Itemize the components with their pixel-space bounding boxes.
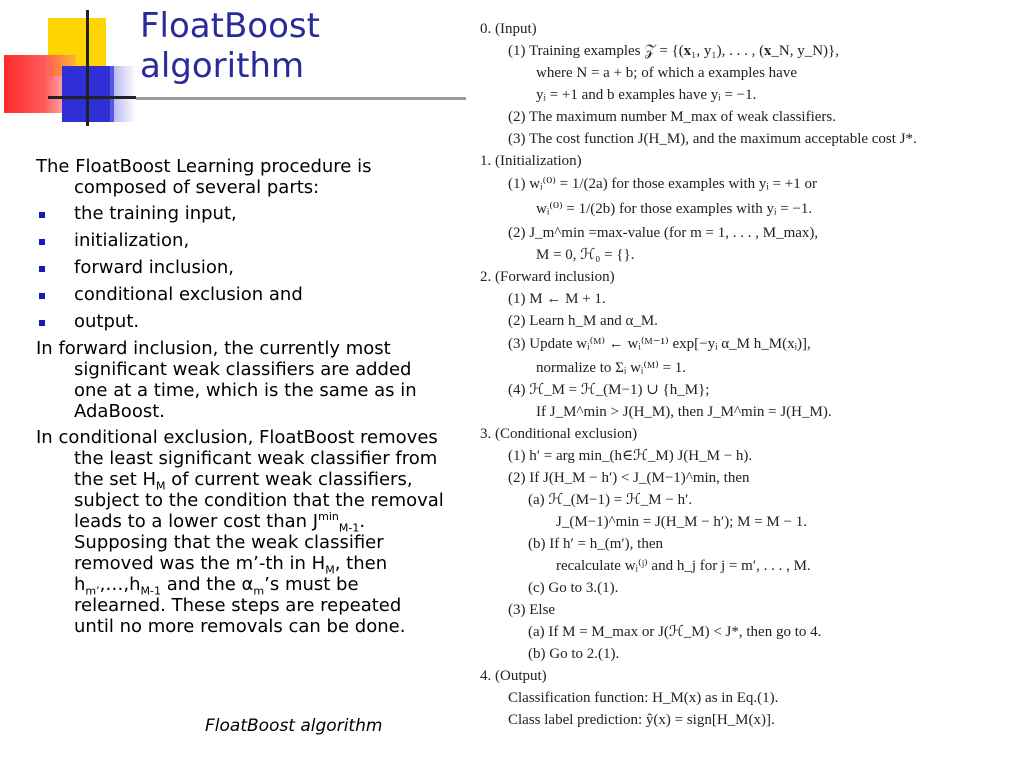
algorithm-line: (2) If J(H_M − h′) < J_(M−1)^min, then <box>508 470 750 486</box>
slide-body <box>36 156 446 642</box>
algorithm-line: (2) Learn h_M and α_M. <box>508 313 658 329</box>
algorithm-line: (a) If M = M_max or J(ℋ_M) < J*, then go to 4. <box>528 624 822 640</box>
slide-title <box>140 6 320 86</box>
slide-title-line1: FloatBoost <box>140 6 320 46</box>
algorithm-line: (a) ℋ_(M−1) = ℋ_M − h′. <box>528 492 693 508</box>
cond-sub-2: M-1 <box>338 521 360 535</box>
slide-title-line2: algorithm <box>140 46 305 86</box>
parts-list <box>36 203 446 332</box>
cond-sub-3: M <box>325 563 335 577</box>
algorithm-line: (1) Training examples 𝒵 = {(𝐱₁, y₁), . . . , (𝐱_N, y_N)}, <box>508 43 839 59</box>
list-item <box>36 311 446 332</box>
list-item-text: output. <box>74 311 140 332</box>
cond-sub-5: M-1 <box>140 584 161 598</box>
algorithm-line: Class label prediction: ŷ(x) = sign[H_M(x)]. <box>508 712 775 728</box>
algorithm-line: (c) Go to 3.(1). <box>528 580 619 596</box>
algorithm-step-heading: 2. (Forward inclusion) <box>480 269 615 285</box>
algorithm-line: (b) Go to 2.(1). <box>528 646 620 662</box>
bullet-icon <box>39 293 45 299</box>
bullet-icon <box>39 212 45 218</box>
figure-caption: FloatBoost algorithm <box>205 716 383 736</box>
algorithm-line: (3) The cost function J(H_M), and the maximum acceptable cost J*. <box>508 131 917 147</box>
forward-inclusion-paragraph: In forward inclusion, the currently most significant weak classifiers are added one at a time, which is the same as in AdaBoost. <box>36 338 417 422</box>
intro-paragraph: The FloatBoost Learning procedure is composed of several parts: <box>36 156 372 198</box>
logo-blue-fade <box>110 66 136 122</box>
list-item-text: forward inclusion, <box>74 257 234 278</box>
algorithm-step-heading: 0. (Input) <box>480 21 537 37</box>
list-item-text: conditional exclusion and <box>74 284 303 305</box>
algorithm-line: (1) wᵢ⁽⁰⁾ = 1/(2a) for those examples with yᵢ = +1 or <box>508 176 818 192</box>
title-rule <box>136 97 466 100</box>
algorithm-step-heading: 1. (Initialization) <box>480 153 582 169</box>
cond-text-6: and the α <box>160 574 254 595</box>
cond-text-7: ’s must be relearned. These steps are repeated until no more removals can be done. <box>74 574 406 637</box>
algorithm-line: (1) h′ = arg min_(h∈ℋ_M) J(H_M − h). <box>508 448 753 464</box>
algorithm-line: (4) ℋ_M = ℋ_(M−1) ∪ {h_M}; <box>508 382 710 398</box>
algorithm-line: (2) J_m^min =max-value (for m = 1, . . . , M_max), <box>508 225 819 241</box>
cond-text-4: , then h <box>74 553 388 595</box>
algorithm-line: yᵢ = +1 and b examples have yᵢ = −1. <box>536 87 757 103</box>
algorithm-line: M = 0, ℋ₀ = {}. <box>536 247 635 263</box>
cond-sub-1: M <box>156 479 166 493</box>
cond-sup-2: min <box>318 510 339 523</box>
algorithm-line: (b) If h′ = h_(m′), then <box>528 536 663 552</box>
list-item <box>36 257 446 278</box>
algorithm-listing <box>476 18 1016 731</box>
cond-text-1: In conditional exclusion, FloatBoost removes the least significant weak classifier from the set H <box>36 427 438 490</box>
list-item-text: initialization, <box>74 230 190 251</box>
algorithm-line: (2) The maximum number M_max of weak classifiers. <box>508 109 836 125</box>
conditional-exclusion-paragraph <box>36 427 446 637</box>
algorithm-line: (3) Else <box>508 602 556 618</box>
list-item <box>36 284 446 305</box>
cond-sub-4: m’ <box>85 584 100 598</box>
algorithm-line: If J_M^min > J(H_M), then J_M^min = J(H_M). <box>536 404 832 420</box>
cond-text-2: of current weak classifiers, subject to the condition that the removal leads to a lower cost than J <box>74 469 444 532</box>
bullet-icon <box>39 320 45 326</box>
cond-text-5: ,…,h <box>99 574 141 595</box>
cond-text-3: . Supposing that the weak classifier removed was the m’-th in H <box>74 511 384 574</box>
bullet-icon <box>39 239 45 245</box>
algorithm-line: Classification function: H_M(x) as in Eq.(1). <box>508 690 779 706</box>
algorithm-line: wᵢ⁽⁰⁾ = 1/(2b) for those examples with yᵢ = −1. <box>536 201 813 217</box>
logo-horizontal-line <box>48 96 136 99</box>
list-item <box>36 230 446 251</box>
algorithm-step-heading: 3. (Conditional exclusion) <box>480 426 638 442</box>
algorithm-line: normalize to Σᵢ wᵢ⁽ᴹ⁾ = 1. <box>536 360 687 376</box>
logo-graphic <box>0 0 140 130</box>
list-item-text: the training input, <box>74 203 237 224</box>
algorithm-step-heading: 4. (Output) <box>480 668 547 684</box>
algorithm-line: (3) Update wᵢ⁽ᴹ⁾ ← wᵢ⁽ᴹ⁻¹⁾ exp[−yᵢ α_M h_M(xᵢ)], <box>508 336 811 352</box>
algorithm-line: recalculate wᵢ⁽ʲ⁾ and h_j for j = m′, . . . , M. <box>556 558 811 574</box>
bullet-icon <box>39 266 45 272</box>
logo-vertical-line <box>86 10 89 126</box>
algorithm-line: where N = a + b; of which a examples have <box>536 65 797 81</box>
algorithm-line: (1) M ← M + 1. <box>508 291 606 307</box>
list-item <box>36 203 446 224</box>
algorithm-line: J_(M−1)^min = J(H_M − h′); M = M − 1. <box>556 514 807 530</box>
cond-sub-6: m <box>253 584 265 598</box>
